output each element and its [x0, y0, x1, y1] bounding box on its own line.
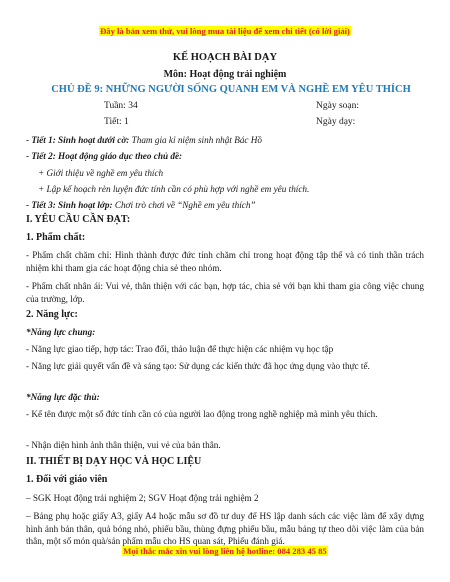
- section-1-paragraph-2: - Phẩm chất nhân ái: Vui vẻ, thân thiện với các bạn, hợp tác, chia sẻ với bạn khi tham gia công việc chung của trường, lớp.: [26, 281, 424, 304]
- specific-competence-label: *Năng lực đặc thù:: [26, 392, 100, 402]
- period-label: Tiết: 1: [104, 117, 129, 127]
- section-2-paragraph-1: – SGK Hoạt động trải nghiệm 2; SGV Hoạt động trải nghiệm 2: [26, 493, 259, 503]
- lesson-3: [26, 199, 424, 212]
- lesson-2-item-1: + Giới thiệu về nghề em yêu thích: [38, 168, 164, 178]
- lesson-2-label: - Tiết 2: Hoạt động giáo dục theo chủ đề:: [26, 151, 183, 161]
- preview-banner: [0, 26, 450, 36]
- teach-date-label: Ngày dạy:: [316, 117, 356, 127]
- general-competence-label: *Năng lực chung:: [26, 327, 96, 337]
- lesson-1-label: - Tiết 1: Sinh hoạt dưới cờ:: [26, 135, 130, 145]
- lesson-3-label: - Tiết 3: Sinh hoạt lớp:: [26, 200, 113, 210]
- lesson-1-text: Tham gia kỉ niệm sinh nhật Bác Hồ: [129, 135, 263, 145]
- section-1-paragraph-1: - Phẩm chất chăm chỉ: Hình thành được đức tính chăm chỉ trong hoạt động tập thể và có tinh thần trách nhiệm khi tham gia các hoạt động chia sẻ theo nhóm.: [26, 250, 424, 273]
- section-1-sub-2: 2. Năng lực:: [26, 309, 78, 320]
- section-1-sub-1: 1. Phẩm chất:: [26, 232, 86, 243]
- subject-title: Môn: Hoạt động trải nghiệm: [163, 69, 287, 80]
- theme-title: CHỦ ĐỀ 9: NHỮNG NGƯỜI SỐNG QUANH EM VÀ NGHỀ EM YÊU THÍCH: [51, 84, 411, 95]
- hotline-banner-text: Mọi thắc mắc xin vui lòng liên hệ hotline: 084 283 45 85: [123, 546, 327, 556]
- section-2-heading: II. THIẾT BỊ DẠY HỌC VÀ HỌC LIỆU: [26, 456, 202, 467]
- lesson-1: [26, 134, 424, 147]
- section-1-paragraph-4: - Năng lực giải quyết vấn đề và sáng tạo: Sử dụng các kiến thức đã học ứng dụng vào thực tế.: [26, 361, 370, 371]
- section-2-paragraph-2: – Bảng phụ hoặc giấy A3, giấy A4 hoặc mẫu sơ đồ tư duy để HS lập danh sách các việc làm để xây dựng hình ảnh bản thân, quả bóng nhỏ, phiếu bầu, thùng đựng phiếu bầu, mẫu bảng tự theo dõi việc làm của bản thân, một số món quà/sản phẩm mẫu cho HS quan sát, Phiếu đánh giá.: [26, 511, 424, 547]
- lesson-2-item-2: + Lập kế hoạch rèn luyện đức tính cần có phù hợp với nghề em yêu thích.: [38, 184, 310, 194]
- week-label: Tuần: 34: [104, 101, 138, 111]
- document-title: KẾ HOẠCH BÀI DẠY: [172, 52, 278, 63]
- section-1-paragraph-5: - Kể tên được một số đức tính cần có của người lao động trong nghề nghiệp mà mình yêu thích.: [26, 409, 378, 419]
- hotline-banner: [0, 546, 450, 556]
- section-1-heading: I. YÊU CẦU CẦN ĐẠT:: [26, 214, 131, 225]
- lesson-3-text: Chơi trò chơi về “Nghề em yêu thích”: [112, 200, 256, 210]
- section-1-paragraph-6: - Nhận diện hình ảnh thân thiện, vui vẻ của bản thân.: [26, 440, 221, 450]
- section-2-sub-1: 1. Đối với giáo viên: [26, 474, 108, 485]
- preview-banner-text: Đây là bản xem thử, vui lòng mua tài liệu để xem chi tiết (có lời giải): [100, 26, 350, 36]
- prep-date-label: Ngày soạn:: [316, 101, 360, 111]
- section-1-paragraph-3: - Năng lực giao tiếp, hợp tác: Trao đổi, thảo luận để thực hiện các nhiệm vụ học tập: [26, 344, 334, 354]
